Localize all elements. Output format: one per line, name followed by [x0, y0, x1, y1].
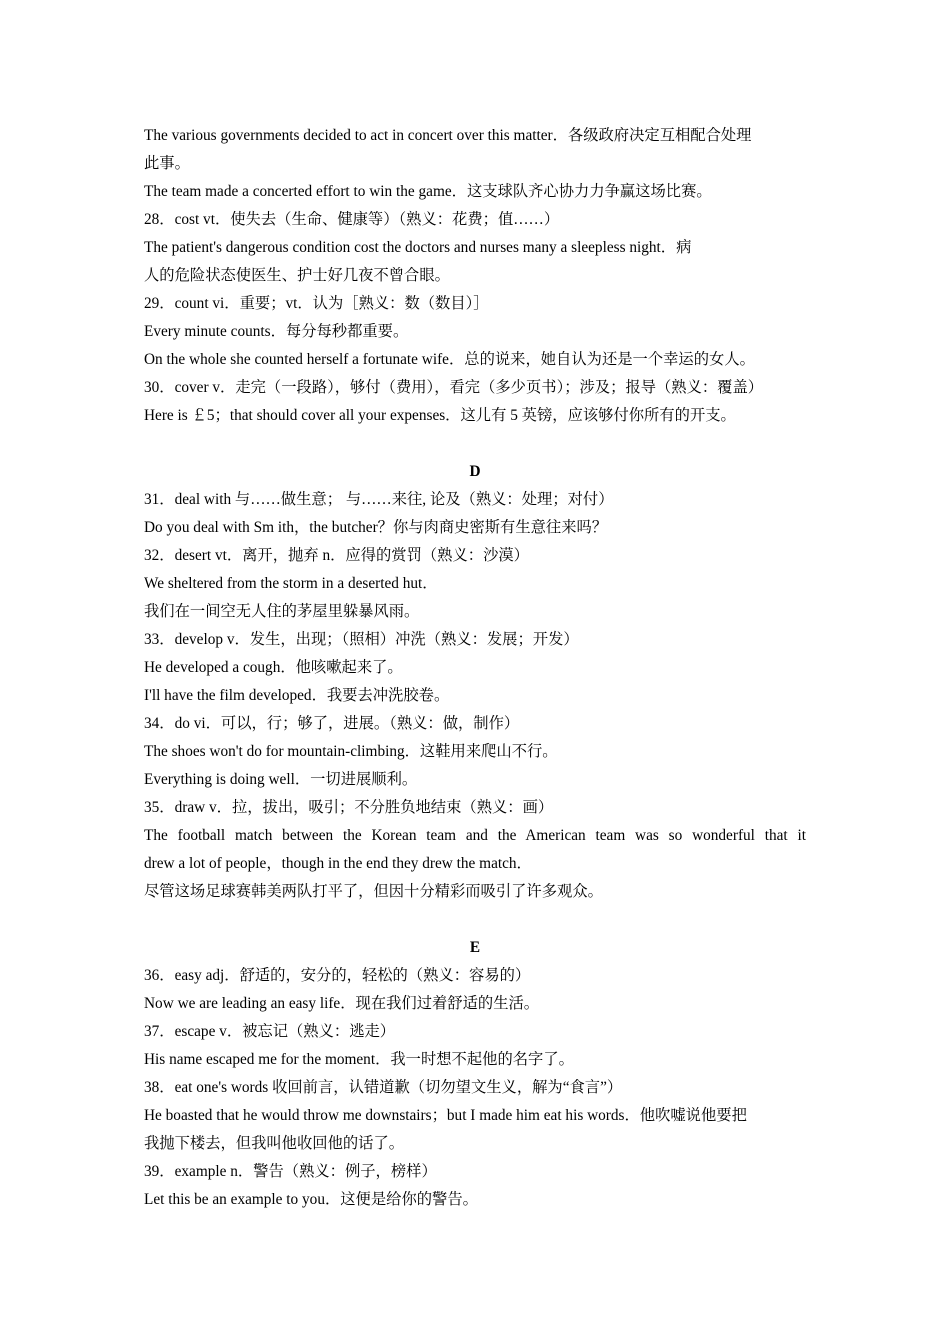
document-page [144, 122, 806, 1214]
text-line: drew a lot of people，though in the end they drew the match． [144, 855, 532, 872]
section-gap [144, 430, 806, 458]
entry-28-heading: 28．cost vt．使失去（生命、健康等）（熟义：花费；值……） [144, 211, 560, 228]
entry-36-heading: 36．easy adj．舒适的，安分的，轻松的（熟义：容易的） [144, 967, 531, 984]
text-line: His name escaped me for the moment．我一时想不起他的名字了。 [144, 1051, 574, 1068]
section-gap [144, 906, 806, 934]
text-line: 尽管这场足球赛韩美两队打平了，但因十分精彩而吸引了许多观众。 [144, 883, 603, 900]
text-line: The shoes won't do for mountain-climbing．这鞋用来爬山不行。 [144, 743, 558, 760]
text-line: 我们在一间空无人住的茅屋里躲暴风雨。 [144, 603, 420, 620]
text-line: On the whole she counted herself a fortunate wife．总的说来，她自认为还是一个幸运的女人。 [144, 351, 755, 368]
entry-34-heading: 34．do vi．可以，行；够了，进展。（熟义：做，制作） [144, 715, 520, 732]
entry-33-heading: 33．develop v．发生，出现；（照相）冲洗（熟义：发展；开发） [144, 631, 579, 648]
entry-29-heading: 29．count vi．重要；vt．认为［熟义：数（数目）］ [144, 295, 489, 312]
text-line: 人的危险状态使医生、护士好几夜不曾合眼。 [144, 267, 450, 284]
text-line: Everything is doing well．一切进展顺利。 [144, 771, 418, 788]
text-line: The team made a concerted effort to win the game．这支球队齐心协力力争赢这场比赛。 [144, 183, 712, 200]
text-line: Do you deal with Sm ith，the butcher？你与肉商史密斯有生意往来吗？ [144, 519, 608, 536]
text-line: The various governments decided to act in concert over this matter．各级政府决定互相配合处理 [144, 127, 752, 144]
entry-39-heading: 39．example n．警告（熟义：例子，榜样） [144, 1163, 437, 1180]
text-line: We sheltered from the storm in a deserted hut． [144, 575, 438, 592]
entry-31-heading: 31．deal with 与……做生意； 与……来往, 论及（熟义：处理；对付） [144, 491, 614, 508]
text-line: Here is ￡5；that should cover all your expenses．这儿有 5 英镑，应该够付你所有的开支。 [144, 407, 736, 424]
entry-35-heading: 35．draw v．拉，拔出，吸引；不分胜负地结束（熟义：画） [144, 799, 554, 816]
text-line: He boasted that he would throw me downstairs；but I made him eat his words．他吹嘘说他要把 [144, 1107, 747, 1124]
section-heading-e: E [469, 939, 481, 956]
text-line: 我抛下楼去，但我叫他收回他的话了。 [144, 1135, 405, 1152]
section-heading-d: D [469, 463, 481, 480]
text-line: The football match between the Korean team and the American team was so wonderful that it [144, 827, 806, 844]
text-line: 此事。 [144, 155, 190, 172]
entry-37-heading: 37．escape v．被忘记（熟义：逃走） [144, 1023, 396, 1040]
text-line: Now we are leading an easy life．现在我们过着舒适的生活。 [144, 995, 540, 1012]
entry-32-heading: 32．desert vt．离开，抛弃 n．应得的赏罚（熟义：沙漠） [144, 547, 529, 564]
text-line: Every minute counts．每分每秒都重要。 [144, 323, 409, 340]
text-line: Let this be an example to you．这便是给你的警告。 [144, 1191, 478, 1208]
text-line: I'll have the film developed．我要去冲洗胶卷。 [144, 687, 450, 704]
entry-38-heading: 38．eat one's words 收回前言，认错道歉（切勿望文生义，解为“食言”） [144, 1079, 623, 1096]
text-line: The patient's dangerous condition cost the doctors and nurses many a sleepless night．病 [144, 239, 692, 256]
entry-30-heading: 30．cover v．走完（一段路），够付（费用），看完（多少页书）；涉及；报导（熟义：覆盖） [144, 379, 764, 396]
text-line: He developed a cough．他咳嗽起来了。 [144, 659, 403, 676]
